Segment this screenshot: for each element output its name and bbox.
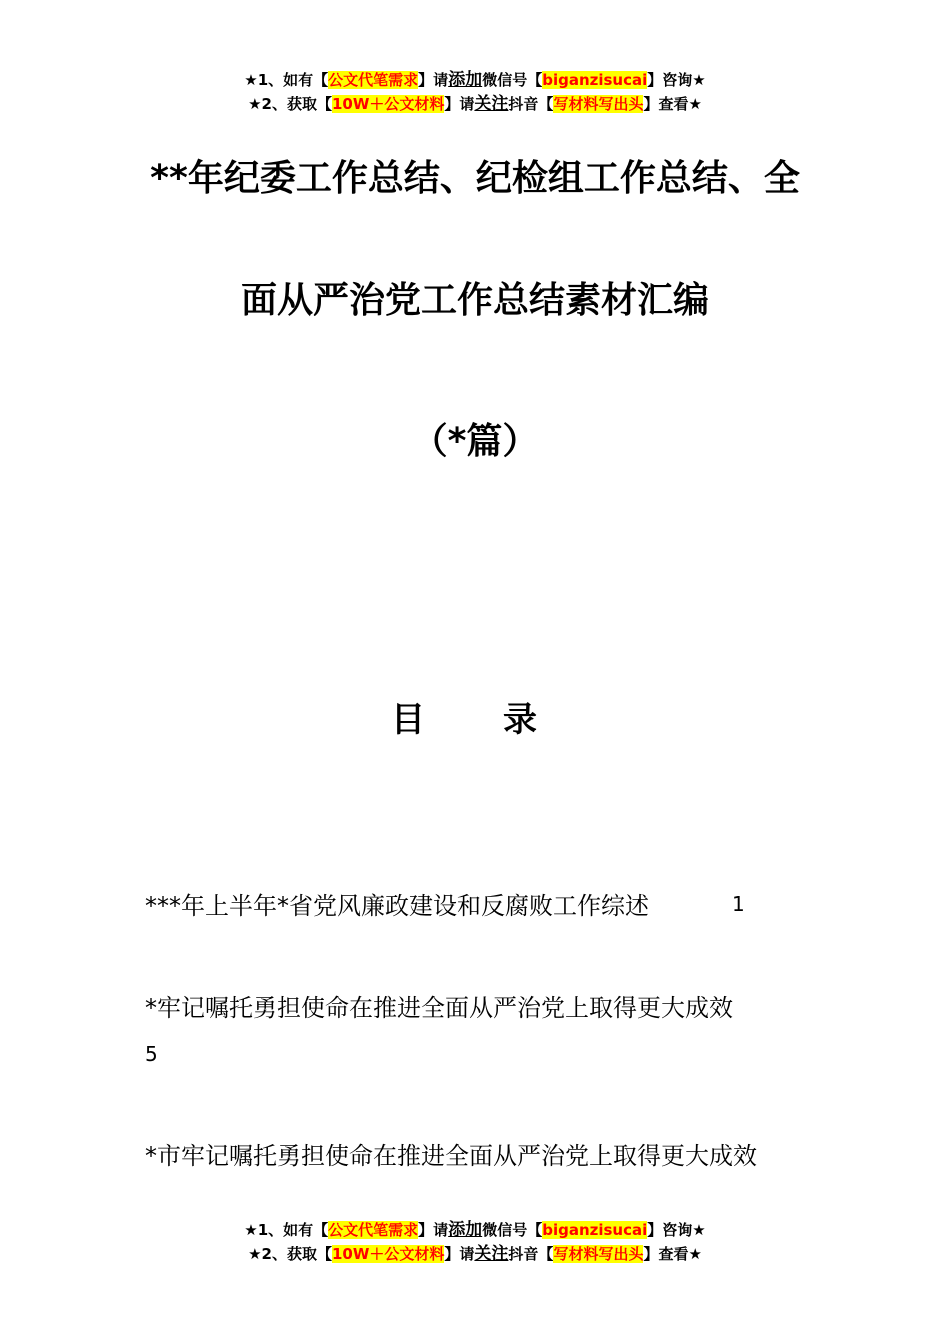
banner-text: 微信号【 bbox=[482, 1221, 543, 1239]
banner-highlight: 公文代笔需求 bbox=[328, 1221, 419, 1239]
banner-highlight: 10W＋公文材料 bbox=[331, 1245, 445, 1263]
doc-title-line-2: 面从严治党工作总结素材汇编 bbox=[240, 280, 709, 321]
banner-text: 】请 bbox=[418, 1221, 449, 1239]
doc-title-line-1: **年纪委工作总结、纪检组工作总结、全 bbox=[150, 158, 800, 199]
banner-text: 抖音【 bbox=[508, 95, 554, 113]
banner-text: 】查看★ bbox=[643, 1245, 702, 1263]
toc-heading: 目 录 bbox=[391, 700, 559, 740]
banner-text: 】请 bbox=[418, 71, 449, 89]
banner-text: 抖音【 bbox=[508, 1245, 554, 1263]
banner-highlight: 公文代笔需求 bbox=[328, 71, 419, 89]
toc-item: ***年上半年*省党风廉政建设和反腐败工作综述 bbox=[145, 892, 649, 920]
toc-item: *牢记嘱托勇担使命在推进全面从严治党上取得更大成效 bbox=[145, 994, 733, 1022]
banner-text: 】咨询★ bbox=[647, 71, 706, 89]
toc-item: *市牢记嘱托勇担使命在推进全面从严治党上取得更大成效 bbox=[145, 1142, 757, 1170]
banner-text: ★2、获取【 bbox=[248, 95, 332, 113]
banner-text: 】请 bbox=[444, 1245, 475, 1263]
banner-line-1 bbox=[0, 68, 950, 92]
top-banner bbox=[0, 68, 950, 116]
banner-highlight: biganzisucai bbox=[542, 71, 648, 89]
banner-text: 】请 bbox=[444, 95, 475, 113]
banner-text: ★1、如有【 bbox=[244, 71, 329, 89]
banner-underlined: 添加 bbox=[448, 70, 483, 90]
banner-line-2 bbox=[0, 92, 950, 116]
banner-text: ★1、如有【 bbox=[244, 1221, 329, 1239]
banner-highlight: 10W＋公文材料 bbox=[331, 95, 445, 113]
banner-highlight: 写材料写出头 bbox=[553, 1245, 644, 1263]
banner-line-2 bbox=[0, 1242, 950, 1266]
banner-text: 】查看★ bbox=[643, 95, 702, 113]
banner-highlight: biganzisucai bbox=[542, 1221, 648, 1239]
toc-page-number: 1 bbox=[732, 892, 745, 916]
banner-text: ★2、获取【 bbox=[248, 1245, 332, 1263]
bottom-banner bbox=[0, 1218, 950, 1266]
toc-page-number: 5 bbox=[145, 1042, 158, 1066]
banner-underlined: 关注 bbox=[474, 94, 509, 114]
banner-underlined: 添加 bbox=[448, 1220, 483, 1240]
banner-underlined: 关注 bbox=[474, 1244, 509, 1264]
banner-line-1 bbox=[0, 1218, 950, 1242]
banner-text: 微信号【 bbox=[482, 71, 543, 89]
banner-highlight: 写材料写出头 bbox=[553, 95, 644, 113]
banner-text: 】咨询★ bbox=[647, 1221, 706, 1239]
doc-title-line-3: （*篇） bbox=[411, 421, 539, 462]
